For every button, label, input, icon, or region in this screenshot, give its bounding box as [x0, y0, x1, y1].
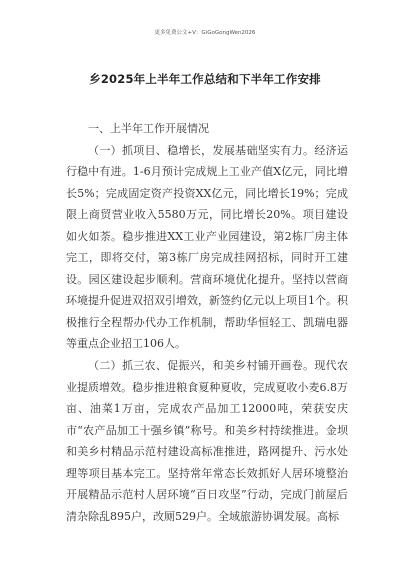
- paragraph-projects: （一）抓项目、稳增长，发展基础坚实有力。经济运行稳中有进。1-6月预计完成规上工业产值X亿元，同比增长5%；完成固定资产投资XX亿元，同比增长19%；完成限上商贸营业收入5580万元，同比增长20%。项目建设如火如荼。稳步推进XX工业产业园建设，第2栋厂房主体完工，即将交付，第3栋厂房完成挂网招标，同时开工建设。园区建设起步顺利。营商环境优化提升。坚持以营商环境提升促进双招双引增效，新签约亿元以上项目1个。积极推行全程帮办代办工作机制，帮助华恒轻工、凯瑞电器等重点企业招工106人。: [66, 143, 348, 351]
- watermark-text: 更多免费公文+V：GiGoGongWen2026: [154, 30, 256, 36]
- document-body: [66, 118, 348, 527]
- section-heading: 一、上半年工作开展情况: [88, 122, 209, 135]
- document-title: 乡2025年上半年工作总结和下半年工作安排: [89, 72, 321, 86]
- paragraph-agriculture: （二）抓三农、促振兴，和美乡村铺开画卷。现代农业提质增效。稳步推进粮食夏种夏收，完成夏收小麦6.8万亩、油菜1万亩，完成农产品加工12000吨，荣获安庆市“农产品加工十强乡镇”称号。和美乡村持续推进。金坝和美乡村精品示范村建设高标准推进，路网提升、污水处理等项目基本完工。坚持常年常态长效抓好人居环境整治开展精品示范村人居环境“百日攻坚”行动，完成门前屋后清杂除乱895户，改厕529户。全域旅游协调发展。高标: [66, 359, 348, 523]
